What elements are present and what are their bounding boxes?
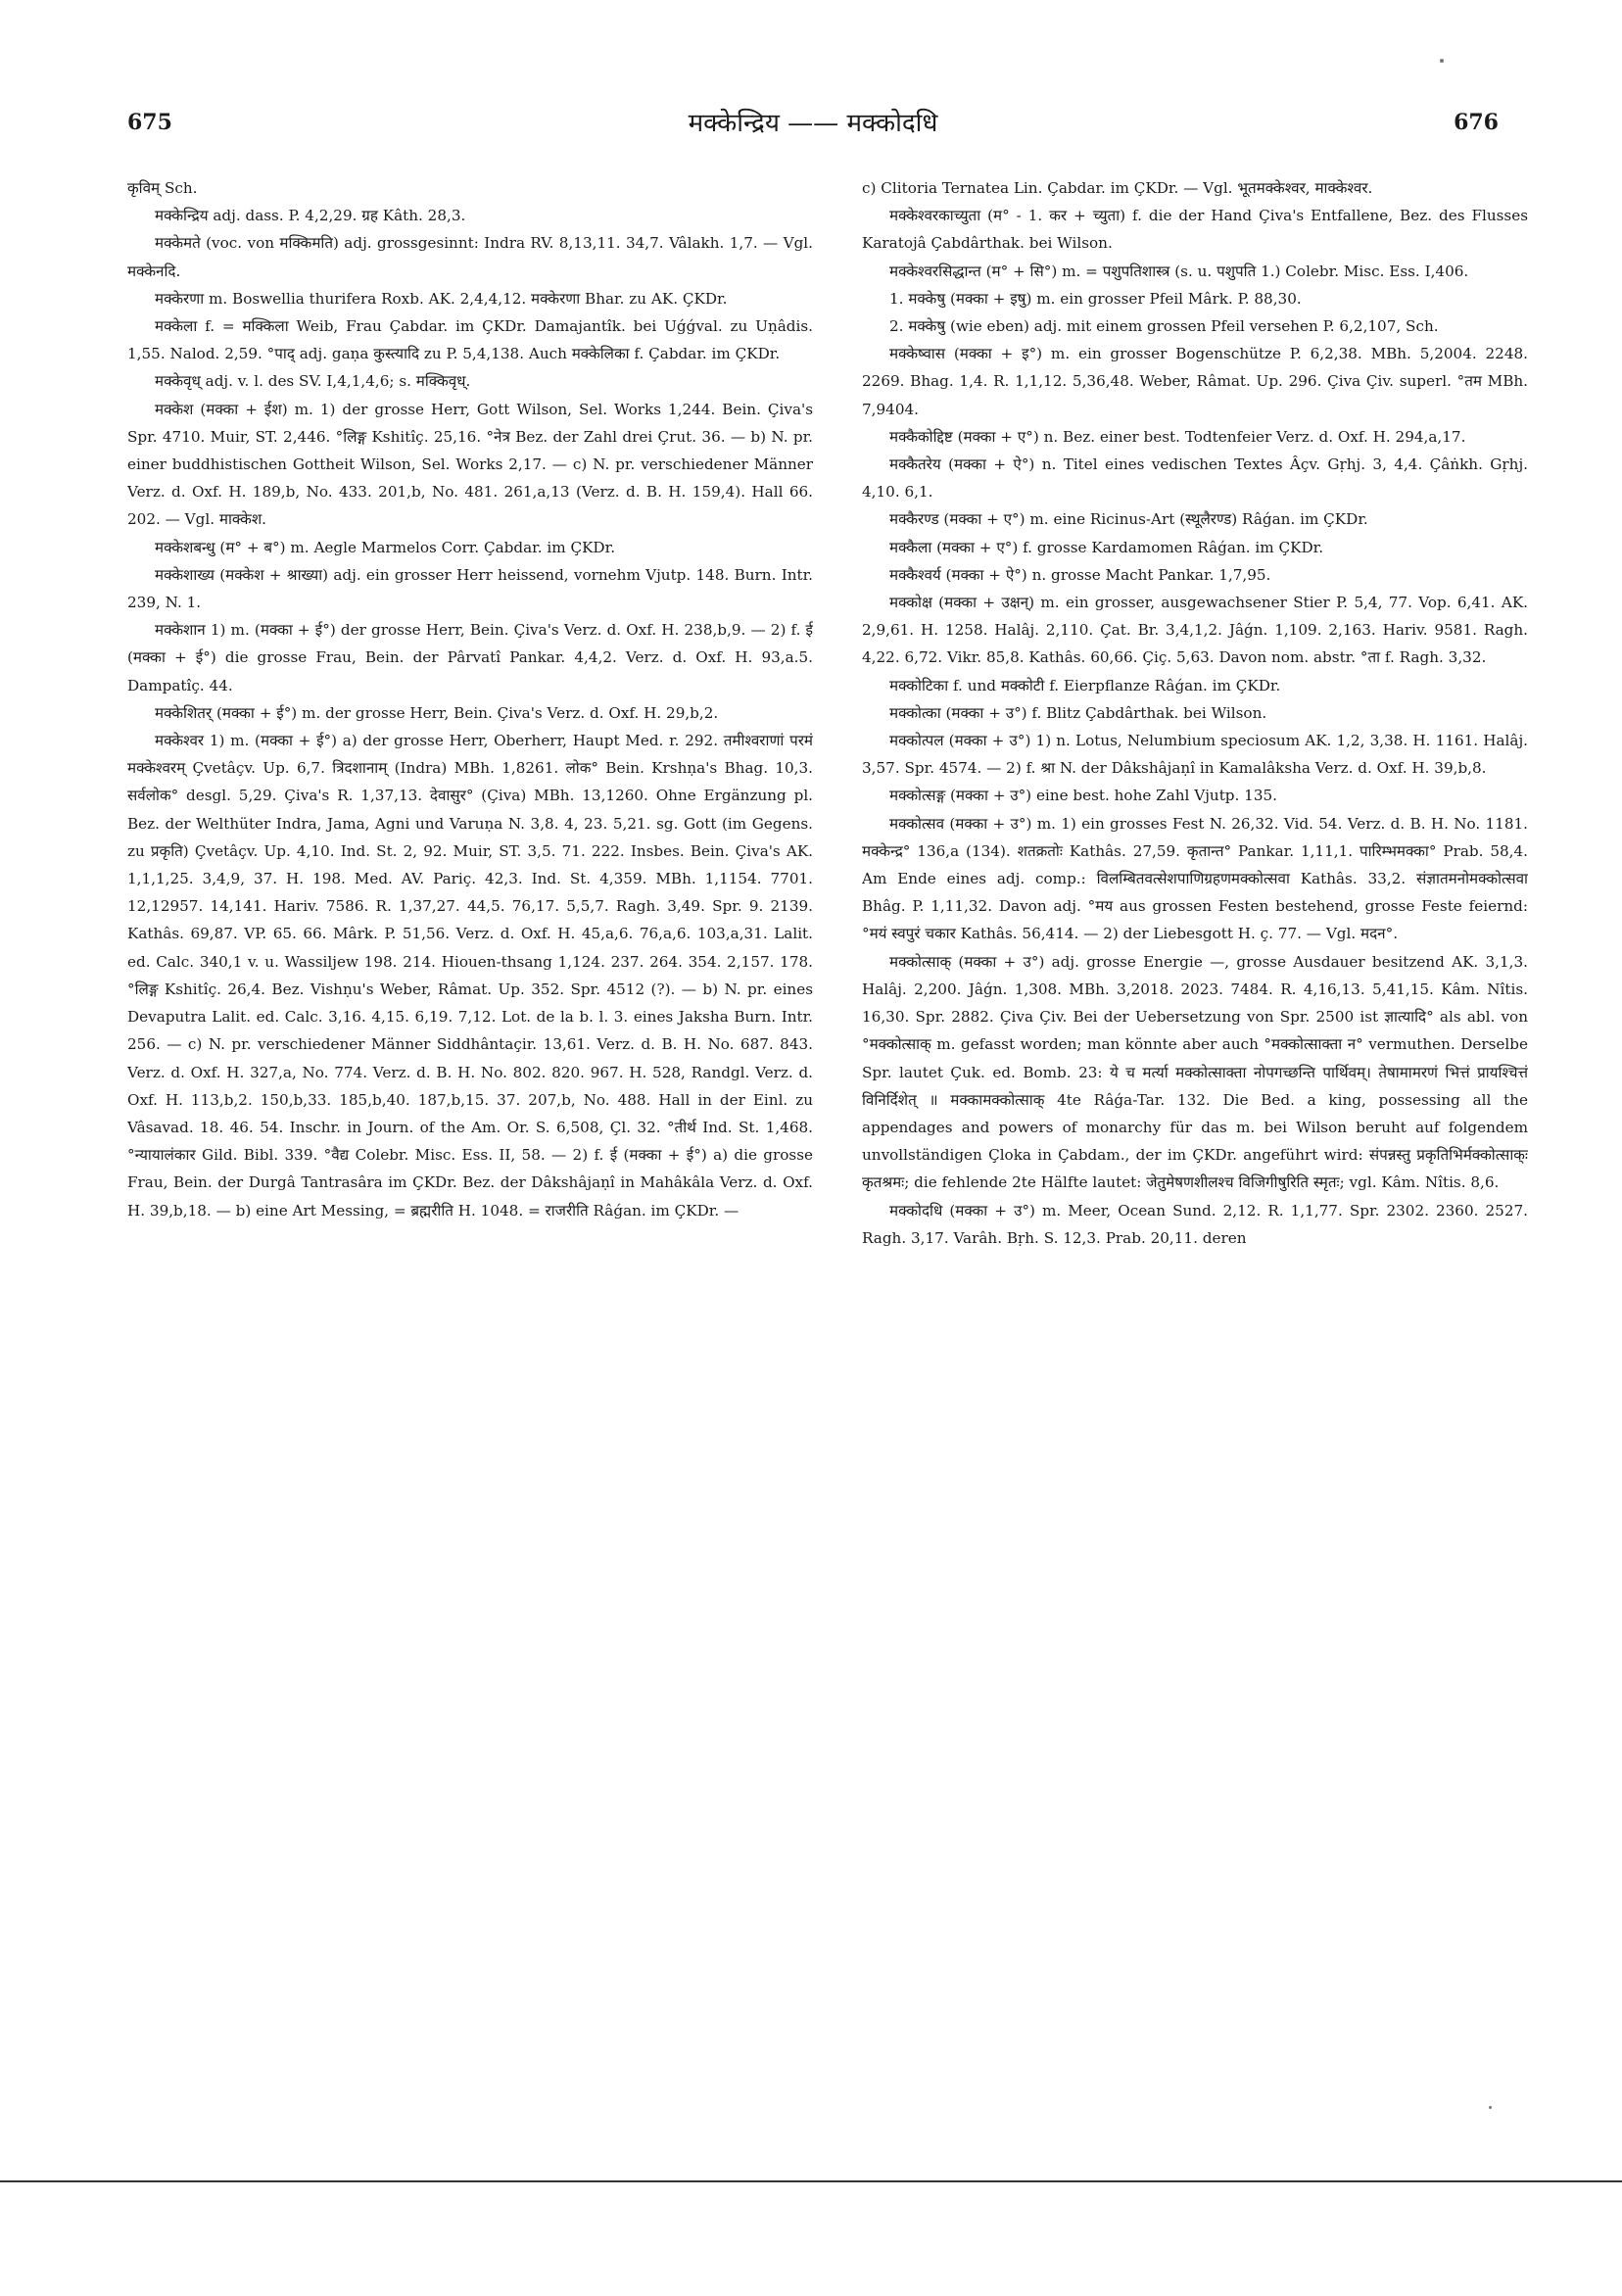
entry: मक्केला f. = मक्किला Weib, Frau Çabdar. im ÇKDr. Damajantîk. bei Uǵǵval. zu Uṇâdis. 1,55. Nalod. 2,59. °पाद् adj. gaṇa कुस्त्यादि zu P. 5,4,138. Auch मक्केलिका f. Çabdar. im ÇKDr. <box>127 317 813 363</box>
entry: मक्कैला (मक्का + ए°) f. grosse Kardamomen Râǵan. im ÇKDr. <box>889 538 1324 556</box>
left-column <box>127 174 813 2143</box>
entry: मक्केवृध् adj. v. l. des SV. I,4,1,4,6; s. मक्किवृध्. <box>155 372 471 391</box>
entry: मक्कैतरेय (मक्का + ऐ°) n. Titel eines vedischen Textes Âçv. Gṛhj. 3, 4,4. Çâṅkh. Gṛhj. 4,10. 6,1. <box>862 455 1528 502</box>
right-column <box>862 174 1528 2143</box>
entry: मक्कोत्साक् (मक्का + उ°) adj. grosse Energie —, grosse Ausdauer besitzend AK. 3,1,3. Halâj. 2,200. Jâǵn. 1,308. MBh. 3,2018. 2023. 7484. R. 4,16,13. 5,41,15. Kâm. Nîtis. 16,30. Spr. 2882. Çiva Çiv. Bei der Uebersetzung von Spr. 2500 ist ज्ञात्यादि° als abl. von °मक्कोत्साक् m. gefasst worden; man könnte aber auch °मक्कोत्साक्ता न° vermuthen. Derselbe Spr. lautet Çuk. ed. Bomb. 23: ये च मर्त्या मक्कोत्साक्ता नोपगच्छन्ति पार्थिवम्। तेषामामरणं भित्तं प्रायश्चित्तं विनिर्दिशेत् ॥ मक्कामक्कोत्साक् 4te Râǵa-Tar. 132. Die Bed. a king, possessing all the appendages and powers of monarchy für das m. bei Wilson beruht auf folgendem unvollständigen Çloka in Çabdam., der im ÇKDr. angeführt wird: संपन्नस्तु प्रकृतिभिर्मक्कोत्साक्ः कृतश्रमः; die fehlende 2te Hälfte lautet: जेतुमेषणशीलश्च विजिगीषुरिति स्मृतः; vgl. Kâm. Nîtis. 8,6. <box>862 952 1528 1192</box>
entry: मक्कैरण्ड (मक्का + ए°) m. eine Ricinus-Art (स्थूलैरण्ड) Râǵan. im ÇKDr. <box>889 510 1368 529</box>
entry: मक्कैकोद्दिष्ट (मक्का + ए°) n. Bez. einer best. Todtenfeier Verz. d. Oxf. H. 294,a,17. <box>889 427 1466 446</box>
entry: मक्केश्वरसिद्धान्त (म° + सि°) m. = पशुपतिशास्त्र (s. u. पशुपति 1.) Colebr. Misc. Ess. I,406. <box>889 262 1469 280</box>
scan-speck <box>1440 59 1444 63</box>
page-header <box>127 110 1499 149</box>
entry: मक्कैश्वर्य (मक्का + ऐ°) n. grosse Macht Pankar. 1,7,95. <box>889 565 1271 584</box>
entry: 2. मक्केषु (wie eben) adj. mit einem grossen Pfeil versehen P. 6,2,107, Sch. <box>889 317 1439 336</box>
entry: मक्केशितर् (मक्का + ई°) m. der grosse Herr, Bein. Çiva's Verz. d. Oxf. H. 29,b,2. <box>155 703 719 722</box>
entry: मक्कोदधि (मक्का + उ°) m. Meer, Ocean Sund. 2,12. R. 1,1,77. Spr. 2302. 2360. 2527. Ragh. 3,17. Varâh. Bṛh. S. 12,3. Prab. 20,11. deren <box>862 1201 1528 1247</box>
entry: मक्केश्वरकाच्युता (म° - 1. कर + च्युता) f. die der Hand Çiva's Entfallene, Bez. des Flusses Karatojâ Çabdârthak. bei Wilson. <box>862 207 1528 253</box>
entry: मक्केमते (voc. von मक्किमति) adj. grossgesinnt: Indra RV. 8,13,11. 34,7. Vâlakh. 1,7. — Vgl. मक्केनदि. <box>127 234 813 280</box>
entry: मक्केरणा m. Boswellia thurifera Roxb. AK. 2,4,4,12. मक्केरणा Bhar. zu AK. ÇKDr. <box>155 289 728 308</box>
entry: मक्केश (मक्का + ईश) m. 1) der grosse Herr, Gott Wilson, Sel. Works 1,244. Bein. Çiva's Spr. 4710. Muir, ST. 2,446. °लिङ्ग Kshitîç. 25,16. °नेत्र Bez. der Zahl drei Çrut. 36. — b) N. pr. einer buddhistischen Gottheit Wilson, Sel. Works 2,17. — c) N. pr. verschiedener Männer Verz. d. Oxf. H. 189,b, No. 433. 201,b, No. 481. 261,a,13 (Verz. d. B. H. 159,4). Hall 66. 202. — Vgl. माक्केश. <box>127 400 813 529</box>
footer-rule <box>0 2180 1622 2182</box>
entry: मक्कोत्सङ्ग (मक्का + उ°) eine best. hohe Zahl Vjutp. 135. <box>889 787 1277 805</box>
entry: मक्केन्द्रिय adj. dass. P. 4,2,29. ग्रह Kâth. 28,3. <box>155 207 466 225</box>
scan-speck <box>1489 2106 1492 2109</box>
entry: मक्कोत्का (मक्का + उ°) f. Blitz Çabdârthak. bei Wilson. <box>889 703 1267 722</box>
entry: मक्कोत्सव (मक्का + उ°) m. 1) ein grosses Fest N. 26,32. Vid. 54. Verz. d. B. H. No. 1181. मक्केन्द्र° 136,a (134). शतक्रतोः Kathâs. 27,59. कृतान्त° Pankar. 1,11,1. पारिम्भमक्का° Prab. 58,4. Am Ende eines adj. comp.: विलम्बितवत्सेशपाणिग्रहणमक्कोत्सवा Kathâs. 33,2. संज्ञातमनोमक्कोत्सवा Bhâg. P. 1,11,32. Davon adj. °मय aus grossen Festen bestehend, grosse Feste feiernd: °मयं स्वपुरं चकार Kathâs. 56,414. — 2) der Liebesgott H. ç. 77. — Vgl. मदन°. <box>862 814 1528 943</box>
entry: मक्केशबन्धु (म° + ब°) m. Aegle Marmelos Corr. Çabdar. im ÇKDr. <box>155 538 616 556</box>
entry: मक्केश्वर 1) m. (मक्का + ई°) a) der grosse Herr, Oberherr, Haupt Med. r. 292. तमीश्वराणां परमं मक्केश्वरम् Çvetâçv. Up. 6,7. त्रिदशानाम् (Indra) MBh. 1,8261. लोक° Bein. Krshṇa's Bhag. 10,3. सर्वलोक° desgl. 5,29. Çiva's R. 1,37,13. देवासुर° (Çiva) MBh. 13,1260. Ohne Ergänzung pl. Bez. der Welthüter Indra, Jama, Agni und Varuṇa N. 3,8. 4, 23. 5,21. sg. Gott (im Gegens. zu प्रकृति) Çvetâçv. Up. 4,10. Ind. St. 2, 92. Muir, ST. 3,5. 71. 222. Insbes. Bein. Çiva's AK. 1,1,1,25. 3,4,9, 37. H. 198. Med. AV. Pariç. 42,3. Ind. St. 4,359. MBh. 1,1154. 7701. 12,12957. 14,141. Hariv. 7586. R. 1,37,27. 44,5. 76,17. 5,5,7. Ragh. 3,49. Spr. 9. 2139. Kathâs. 69,87. VP. 65. 66. Mârk. P. 51,56. Verz. d. Oxf. H. 45,a,6. 76,a,6. 103,a,31. Lalit. ed. Calc. 340,1 v. u. Wassiljew 198. 214. Hiouen-thsang 1,124. 237. 264. 354. 2,157. 178. °लिङ्ग Kshitîç. 26,4. Bez. Vishṇu's Weber, Râmat. Up. 352. Spr. 4512 (?). — b) N. pr. eines Devaputra Lalit. ed. Calc. 3,16. 4,15. 6,19. 7,12. Lot. de la b. l. 3. eines Jaksha Burn. Intr. 256. — c) N. pr. verschiedener Männer Siddhântaçir. 13,61. Verz. d. B. H. No. 687. 843. Verz. d. Oxf. H. 327,a, No. 774. Verz. d. B. H. No. 802. 820. 967. H. 528, Randgl. Verz. d. Oxf. H. 113,b,2. 150,b,33. 185,b,40. 187,b,15. 37. 207,b, No. 488. Hall in der Einl. zu Vâsavad. 18. 46. 54. Inschr. in Journ. of the Am. Or. S. 6,508, Çl. 32. °तीर्थ Ind. St. 1,468. °न्यायालंकार Gild. Bibl. 339. °वैद्य Colebr. Misc. Ess. II, 58. — 2) f. ई (मक्का + ई°) a) die grosse Frau, Bein. der Durgâ Tantrasâra im ÇKDr. Bez. der Dâkshâjaṇî in Mahâkâla Verz. d. Oxf. H. 39,b,18. — b) eine Art Messing, = ब्रह्मरीति H. 1048. = राजरीति Râǵan. im ÇKDr. — <box>127 732 813 1220</box>
entry: मक्केष्वास (मक्का + इ°) m. ein grosser Bogenschütze P. 6,2,38. MBh. 5,2004. 2248. 2269. Bhag. 1,4. R. 1,1,12. 5,36,48. Weber, Râmat. Up. 296. Çiva Çiv. superl. °तम MBh. 7,9404. <box>862 345 1528 418</box>
entry: 1. मक्केषु (मक्का + इषु) m. ein grosser Pfeil Mârk. P. 88,30. <box>889 289 1302 308</box>
entry: मक्केशाख्य (मक्केश + श्राख्या) adj. ein grosser Herr heissend, vornehm Vjutp. 148. Burn. Intr. 239, N. 1. <box>127 565 813 612</box>
entry: c) Clitoria Ternatea Lin. Çabdar. im ÇKDr. — Vgl. भूतमक्केश्वर, माक्केश्वर. <box>862 179 1373 197</box>
entry: कृविम् Sch. <box>127 179 198 197</box>
entry: मक्कोटिका f. und मक्कोटी f. Eierpflanze Râǵan. im ÇKDr. <box>889 676 1281 694</box>
entry: मक्केशान 1) m. (मक्का + ई°) der grosse Herr, Bein. Çiva's Verz. d. Oxf. H. 238,b,9. — 2) f. ई (मक्का + ई°) die grosse Frau, Bein. der Pârvatî Pankar. 4,4,2. Verz. d. Oxf. H. 93,a.5. Dampatîç. 44. <box>127 621 813 694</box>
entry: मक्कोत्पल (मक्का + उ°) 1) n. Lotus, Nelumbium speciosum AK. 1,2, 3,38. H. 1161. Halâj. 3,57. Spr. 4574. — 2) f. श्रा N. der Dâkshâjaṇî in Kamalâksha Verz. d. Oxf. H. 39,b,8. <box>862 732 1528 778</box>
page-number-right: 676 <box>1454 110 1499 135</box>
entry: मक्कोक्ष (मक्का + उक्षन्) m. ein grosser, ausgewachsener Stier P. 5,4, 77. Vop. 6,41. AK. 2,9,61. H. 1258. Halâj. 2,110. Çat. Br. 3,4,1,2. Jâǵn. 1,109. 2,163. Hariv. 9581. Ragh. 4,22. 6,72. Vikr. 85,8. Kathâs. 60,66. Çiç. 5,63. Davon nom. abstr. °ता f. Ragh. 3,32. <box>862 594 1528 667</box>
page-number-left: 675 <box>127 110 172 135</box>
running-title: मक्केन्द्रिय —— मक्कोदधि <box>688 109 938 138</box>
